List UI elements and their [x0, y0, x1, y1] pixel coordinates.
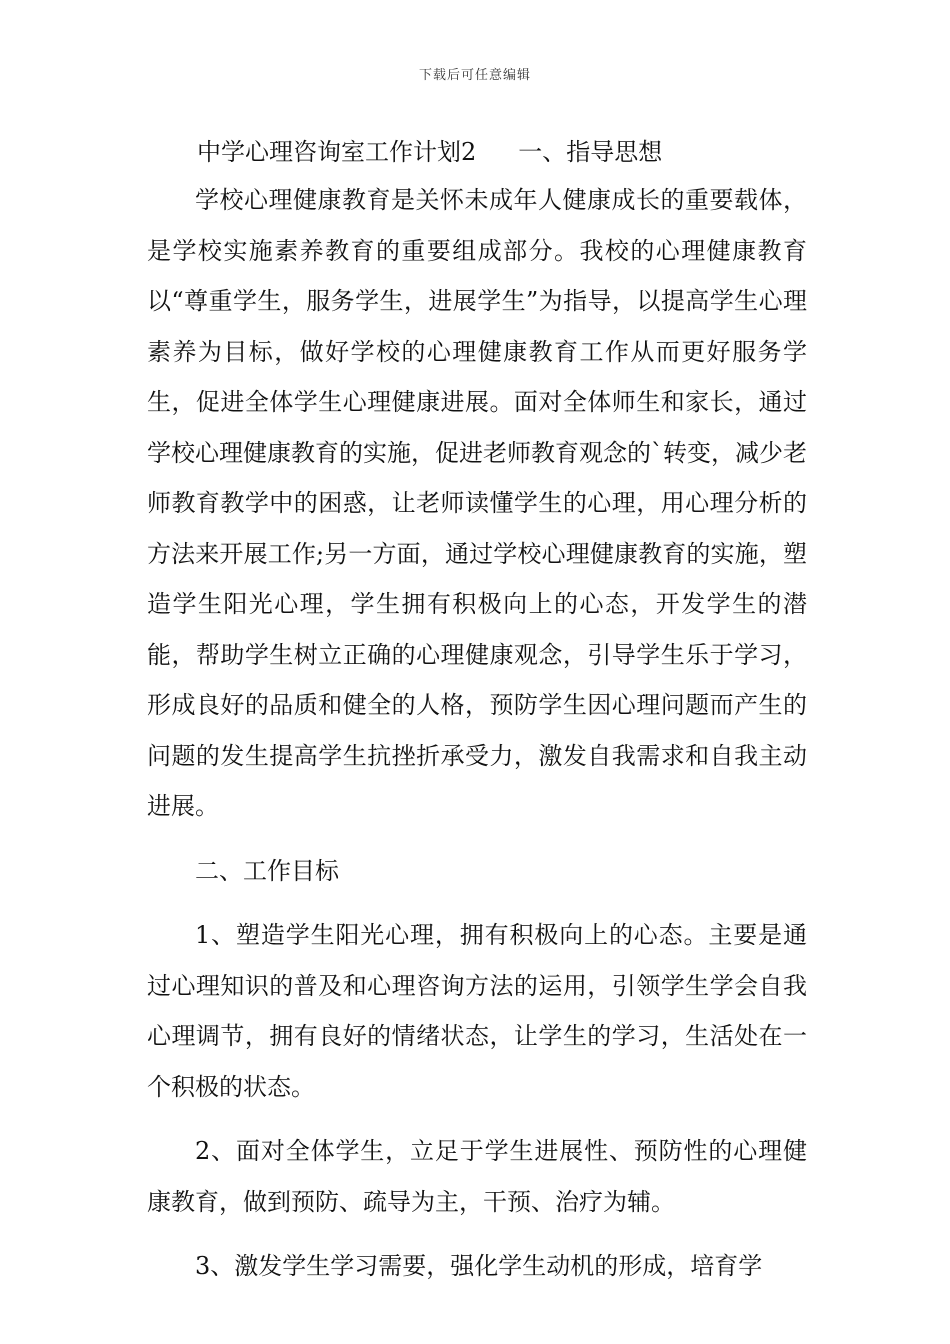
- header-note: 下载后可任意编辑: [418, 68, 531, 83]
- title-line: [197, 132, 662, 167]
- document-body: [147, 175, 807, 1292]
- goal-item-3: 3、激发学生学习需要，强化学生动机的形成，培育学: [195, 1252, 763, 1280]
- document-title: 中学心理咨询室工作计划2: [197, 138, 477, 166]
- goal-item-2: 2、面对全体学生，立足于学生进展性、预防性的心理健康教育，做到预防、疏导为主，干预、治疗为辅。: [147, 1137, 807, 1216]
- section1-paragraph: 学校心理健康教育是关怀未成年人健康成长的重要载体，是学校实施素养教育的重要组成部分。我校的心理健康教育以“尊重学生，服务学生，进展学生”为指导，以提高学生心理素养为目标，做好学校的心理健康教育工作从而更好服务学生，促进全体学生心理健康进展。面对全体师生和家长，通过学校心理健康教育的实施，促进老师教育观念的`转变，减少老师教育教学中的困惑，让老师读懂学生的心理，用心理分析的方法来开展工作;另一方面，通过学校心理健康教育的实施，塑造学生阳光心理，学生拥有积极向上的心态，开发学生的潜能，帮助学生树立正确的心理健康观念，引导学生乐于学习，形成良好的品质和健全的人格，预防学生因心理问题而产生的问题的发生提高学生抗挫折承受力，激发自我需求和自我主动进展。: [147, 186, 807, 820]
- goal-item-1: 1、塑造学生阳光心理，拥有积极向上的心态。主要是通过心理知识的普及和心理咨询方法的运用，引领学生学会自我心理调节，拥有良好的情绪状态，让学生的学习，生活处在一个积极的状态。: [147, 921, 807, 1101]
- section2-heading: 二、工作目标: [195, 856, 339, 885]
- section1-heading: 一、指导思想: [518, 138, 663, 166]
